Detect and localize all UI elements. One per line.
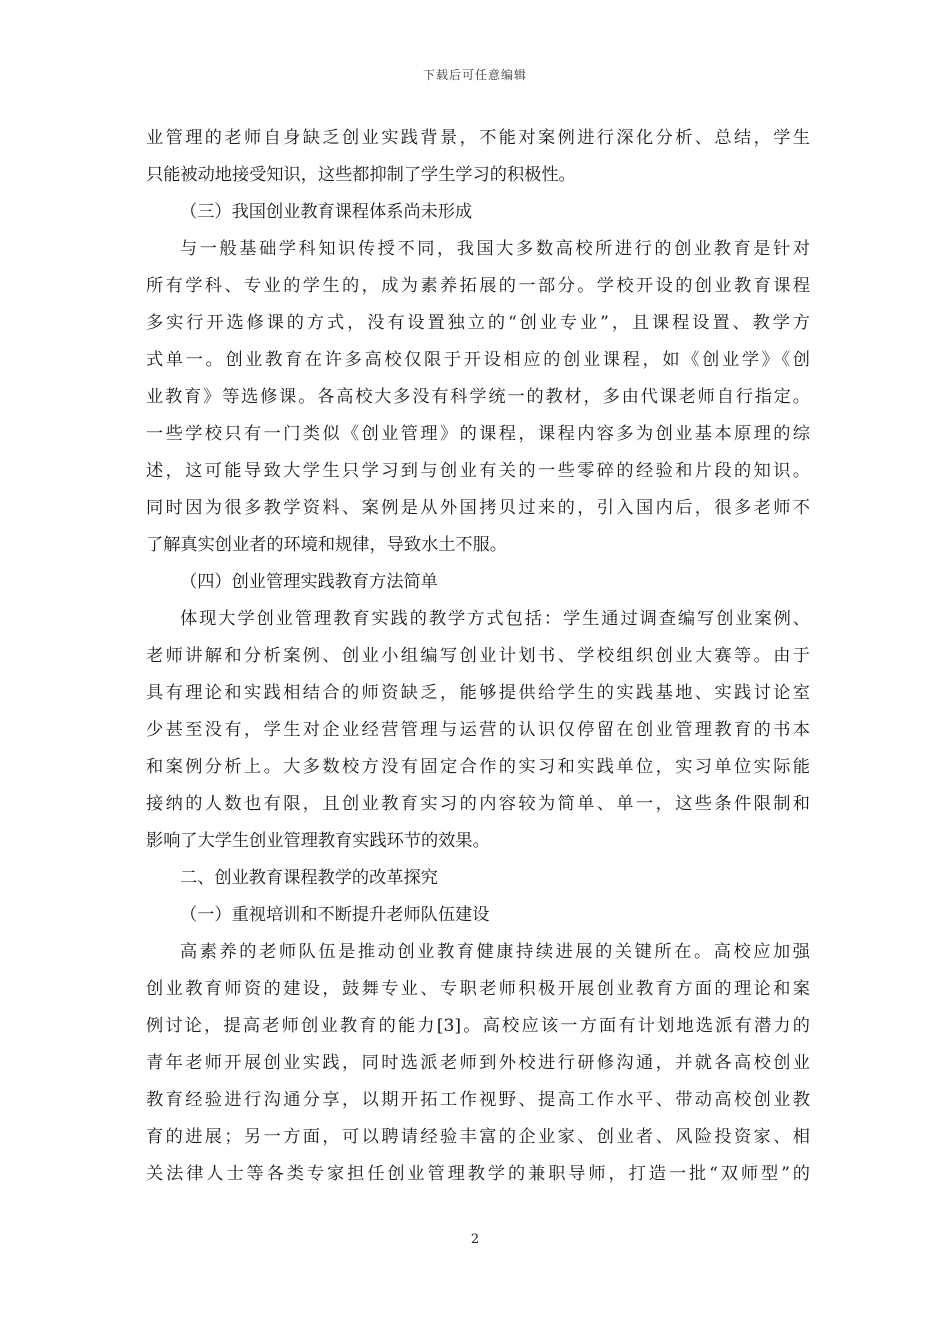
page-header: 下载后可任意编辑 [422,68,527,82]
body-line: 少甚至没有，学生对企业经营管理与运营的认识仅停留在创业管理教育的书本 [146,720,810,740]
body-line: 业教育》等选修课。各高校大多没有科学统一的教材，多由代课老师自行指定。 [146,387,810,407]
body-line: 接纳的人数也有限，且创业教育实习的内容较为简单、单一，这些条件限制和 [146,794,810,814]
body-line: 体现大学创业管理教育实践的教学方式包括：学生通过调查编写创业案例、 [180,609,810,629]
body-line: 和案例分析上。大多数校方没有固定合作的实习和实践单位，实习单位实际能 [146,757,810,777]
body-line: 具有理论和实践相结合的师资缺乏，能够提供给学生的实践基地、实践讨论室 [146,683,810,703]
body-line: 同时因为很多教学资料、案例是从外国拷贝过来的，引入国内后，很多老师不 [146,498,810,518]
body-line: 育的进展；另一方面，可以聘请经验丰富的企业家、创业者、风险投资家、相 [146,1127,810,1147]
body-line: 与一般基础学科知识传授不同，我国大多数高校所进行的创业教育是针对 [180,239,810,259]
body-line: 高素养的老师队伍是推动创业教育健康持续进展的关键所在。高校应加强 [180,942,810,962]
body-line: 例讨论，提高老师创业教育的能力[3]。高校应该一方面有计划地选派有潜力的 [146,1016,810,1036]
body-line: 影响了大学生创业管理教育实践环节的效果。 [146,831,490,851]
document-body [146,120,810,1193]
body-line: 青年老师开展创业实践，同时选派老师到外校进行研修沟通，并就各高校创业 [146,1053,810,1073]
body-line: 式单一。创业教育在许多高校仅限于开设相应的创业课程，如《创业学》《创 [146,350,810,370]
page-number: 2 [470,1232,480,1247]
section-heading: （一）重视培训和不断提升老师队伍建设 [180,905,490,925]
body-line: 只能被动地接受知识，这些都抑制了学生学习的积极性。 [146,165,576,185]
body-line: 多实行开选修课的方式，没有设置独立的“创业专业”，且课程设置、教学方 [146,313,810,333]
section-heading: （三）我国创业教育课程体系尚未形成 [180,202,473,222]
body-line: 一些学校只有一门类似《创业管理》的课程，课程内容多为创业基本原理的综 [146,424,810,444]
body-line: 老师讲解和分析案例、创业小组编写创业计划书、学校组织创业大赛等。由于 [146,646,810,666]
body-line: 教育经验进行沟通分享，以期开拓工作视野、提高工作水平、带动高校创业教 [146,1090,810,1110]
section-heading: （四）创业管理实践教育方法简单 [180,572,438,592]
body-line: 述，这可能导致大学生只学习到与创业有关的一些零碎的经验和片段的知识。 [146,461,810,481]
body-line: 业管理的老师自身缺乏创业实践背景，不能对案例进行深化分析、总结，学生 [146,128,810,148]
body-line: 创业教育师资的建设，鼓舞专业、专职老师积极开展创业教育方面的理论和案 [146,979,810,999]
body-line: 所有学科、专业的学生的，成为素养拓展的一部分。学校开设的创业教育课程 [146,276,810,296]
body-line: 了解真实创业者的环境和规律，导致水土不服。 [146,535,507,555]
body-line: 关法律人士等各类专家担任创业管理教学的兼职导师，打造一批“双师型”的 [146,1164,810,1184]
section-heading: 二、创业教育课程教学的改革探究 [180,868,438,888]
